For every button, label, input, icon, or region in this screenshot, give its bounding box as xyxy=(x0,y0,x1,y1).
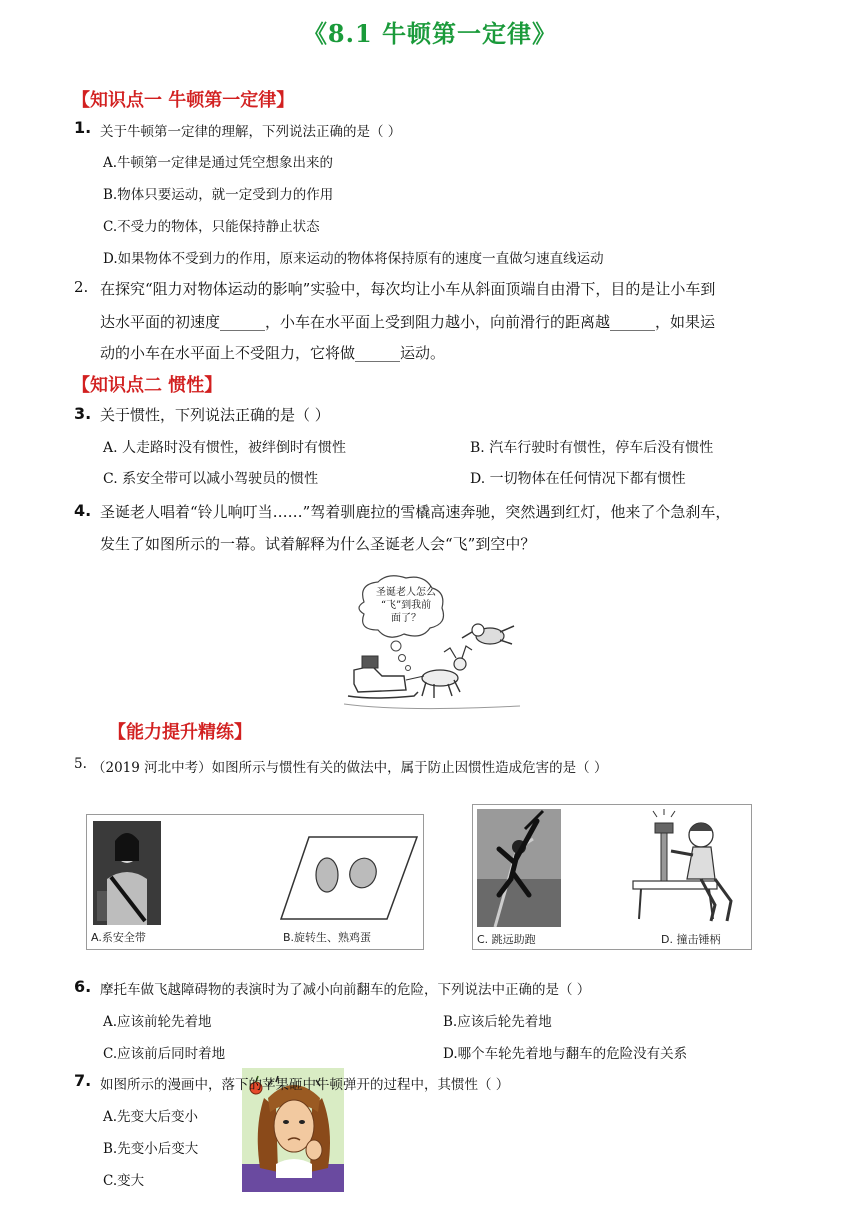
section-heading-3: 【能力提升精练】 xyxy=(108,722,252,743)
q3-option-a: A. 人走路时没有惯性，被绊倒时有惯性 xyxy=(103,440,347,456)
q6-option-d: D.哪个车轮先着地与翻车的危险没有关系 xyxy=(443,1046,688,1062)
hammer-handle-drawing xyxy=(631,809,747,927)
seatbelt-photo xyxy=(93,821,161,925)
q2-line-1: 在探究“阻力对物体运动的影响”实验中，每次均让小车从斜面顶端自由滑下，目的是让小车到 xyxy=(100,280,716,298)
long-jump-photo xyxy=(477,809,561,927)
q3-text: 关于惯性，下列说法正确的是（ ） xyxy=(100,406,330,424)
caption-b: B.旋转生、熟鸡蛋 xyxy=(283,931,372,944)
q7-text: 如图所示的漫画中，落下的苹果砸中牛顿弹开的过程中，其惯性（ ） xyxy=(100,1077,510,1093)
section-heading-2: 【知识点二 惯性】 xyxy=(72,375,223,396)
q6-number: 6. xyxy=(74,977,92,996)
q7-option-c: C.变大 xyxy=(103,1173,145,1189)
q5-number: 5. xyxy=(74,756,87,772)
q4-line-1: 圣诞老人唱着“铃儿响叮当……”驾着驯鹿拉的雪橇高速奔驰，突然遇到红灯，他来了个急刹车， xyxy=(100,503,731,521)
thought-bubble-text xyxy=(374,586,438,625)
caption-c: C. 跳远助跑 xyxy=(477,933,536,946)
q1-option-c: C.不受力的物体，只能保持静止状态 xyxy=(103,219,320,235)
q1-text: 关于牛顿第一定律的理解，下列说法正确的是（ ） xyxy=(100,124,402,140)
q2-line-3: 动的小车在水平面上不受阻力，它将做______运动。 xyxy=(100,344,446,362)
rotating-eggs-drawing xyxy=(279,833,419,923)
q1-option-a: A.牛顿第一定律是通过凭空想象出来的 xyxy=(103,155,334,171)
section-heading-1: 【知识点一 牛顿第一定律】 xyxy=(72,90,295,111)
bubble-line-1: 圣诞老人怎么 xyxy=(376,587,436,598)
q7-option-a: A.先变大后变小 xyxy=(103,1109,199,1125)
caption-d: D. 撞击锤柄 xyxy=(661,933,721,946)
q1-option-b: B.物体只要运动，就一定受到力的作用 xyxy=(103,187,334,203)
q6-text: 摩托车做飞越障碍物的表演时为了减小向前翻车的危险，下列说法中正确的是（ ） xyxy=(100,982,591,998)
page-title: 《8.1 牛顿第一定律》 xyxy=(302,19,558,48)
q6-option-b: B.应该后轮先着地 xyxy=(443,1014,552,1030)
caption-a: A.系安全带 xyxy=(91,931,146,944)
q3-number: 3. xyxy=(74,404,92,423)
q2-number: 2. xyxy=(74,278,89,296)
q6-option-a: A.应该前轮先着地 xyxy=(103,1014,212,1030)
q4-number: 4. xyxy=(74,501,92,520)
q7-option-b: B.先变小后变大 xyxy=(103,1141,199,1157)
q5-figure-ab xyxy=(86,814,424,950)
bubble-line-2: “飞”到我前 xyxy=(380,600,432,611)
q4-line-2: 发生了如图所示的一幕。试着解释为什么圣诞老人会“飞”到空中？ xyxy=(100,535,536,553)
q6-option-c: C.应该前后同时着地 xyxy=(103,1046,226,1062)
q3-option-b: B. 汽车行驶时有惯性，停车后没有惯性 xyxy=(470,440,714,456)
q1-option-d: D.如果物体不受到力的作用，原来运动的物体将保持原有的速度一直做匀速直线运动 xyxy=(103,251,604,267)
bubble-line-3: 面了？ xyxy=(391,613,421,624)
q5-figure-cd xyxy=(472,804,752,950)
q5-text: （2019 河北中考）如图所示与惯性有关的做法中，属于防止因惯性造成危害的是（ ） xyxy=(92,760,608,776)
q1-number: 1. xyxy=(74,118,92,137)
q7-number: 7. xyxy=(74,1071,92,1090)
q2-line-2: 达水平面的初速度______，小车在水平面上受到阻力越小，向前滑行的距离越______，如果运 xyxy=(100,313,716,331)
q3-option-d: D. 一切物体在任何情况下都有惯性 xyxy=(470,471,686,487)
q3-option-c: C. 系安全带可以减小驾驶员的惯性 xyxy=(103,471,319,487)
santa-sleigh-illustration xyxy=(344,572,520,716)
